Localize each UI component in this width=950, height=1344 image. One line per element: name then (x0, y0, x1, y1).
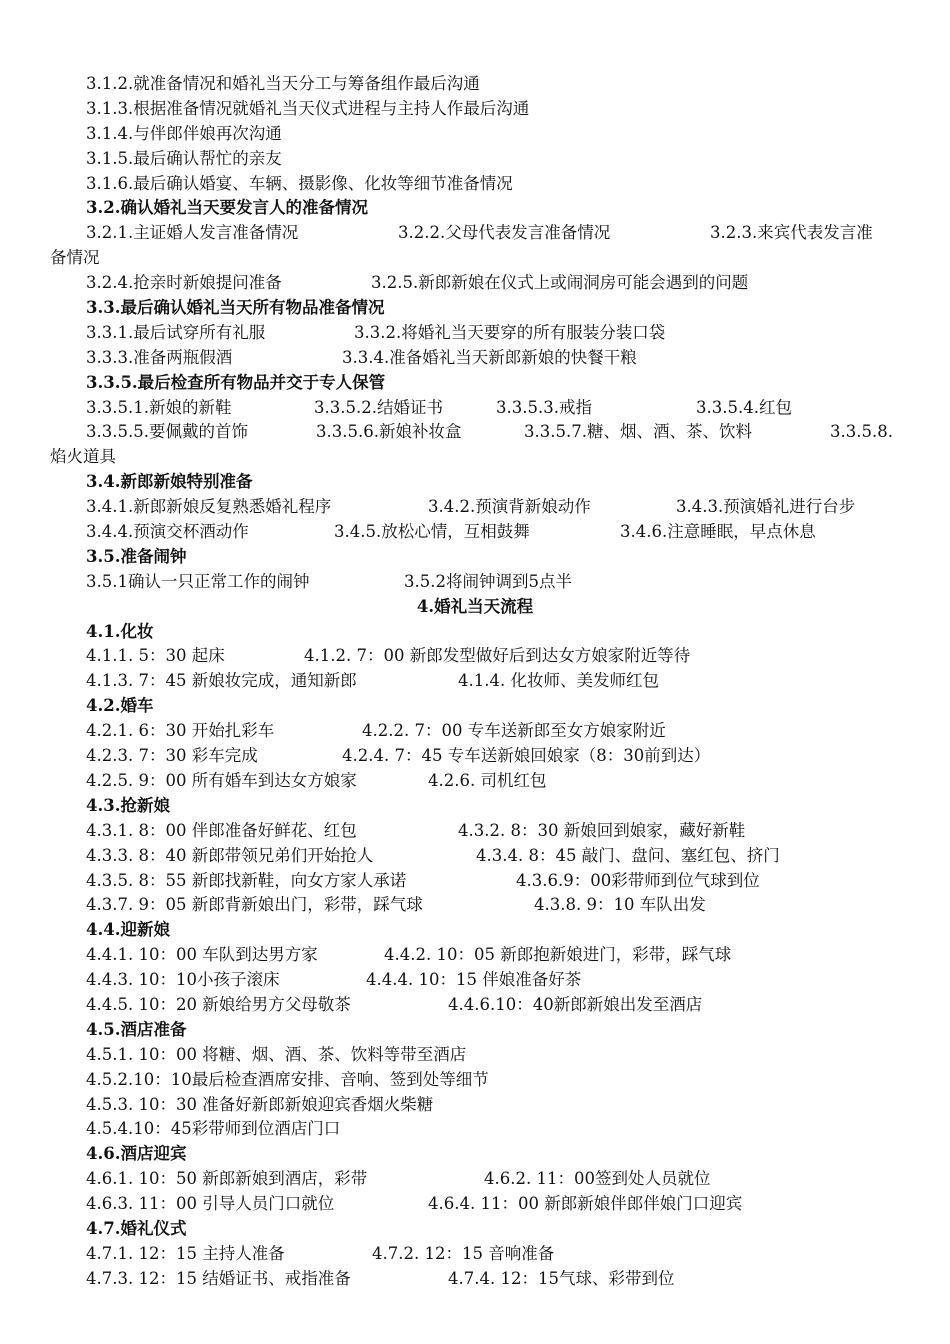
list-item-text: 3.2.1.主证婚人发言准备情况 (86, 223, 299, 243)
list-item-text: 3.3.5.3.戒指 (496, 397, 592, 417)
list-item-text: 焰火道具 (50, 447, 116, 467)
item-row (86, 744, 950, 769)
list-item-text: 4.4.4. 10：15 伴娘准备好茶 (366, 970, 582, 990)
list-item-text: 4.1.2. 7：00 新郎发型做好后到达女方娘家附近等待 (304, 646, 691, 666)
item-row (86, 719, 950, 744)
list-item-text: 3.4.5.放松心情，互相鼓舞 (334, 522, 530, 542)
list-item-text: 4.2.3. 7：30 彩车完成 (86, 746, 258, 766)
list-item-text: 3.5.准备闹钟 (86, 546, 187, 566)
list-item-text: 3.2.4.抢亲时新娘提问准备 (86, 273, 282, 293)
list-item-text: 3.2.3.来宾代表发言准 (710, 223, 873, 243)
item-row (86, 968, 950, 993)
list-item-text: 4.3.7. 9：05 新郎背新娘出门，彩带，踩气球 (86, 895, 423, 915)
list-item-text: 4.2.5. 9：00 所有婚车到达女方娘家 (86, 770, 357, 790)
list-item-text: 3.4.4.预演交杯酒动作 (86, 522, 249, 542)
list-item-text: 4.1.1. 5：30 起床 (86, 646, 225, 666)
list-item-text: 4.2.4. 7：45 专车送新娘回娘家（8：30前到达） (342, 746, 711, 766)
list-item-text: 4.4.3. 10：10小孩子滚床 (86, 970, 280, 990)
list-item-text: 4.4.2. 10：05 新郎抱新娘进门，彩带，踩气球 (384, 945, 732, 965)
list-item-text: 3.1.2.就准备情况和婚礼当天分工与筹备组作最后沟通 (86, 74, 480, 93)
list-item-text: 3.4.3.预演婚礼进行台步 (676, 497, 856, 517)
item-row (86, 221, 950, 246)
list-item-text: 3.3.5.5.要佩戴的首饰 (86, 422, 248, 442)
section-heading (86, 545, 950, 570)
list-item-text: 4.2.婚车 (86, 696, 154, 716)
list-item-text: 3.4.6.注意睡眠，早点休息 (620, 522, 816, 542)
section-heading (86, 196, 950, 221)
list-item-text: 4.1.4. 化妆师、美发师红包 (458, 671, 659, 691)
list-item-text: 4.3.3. 8：40 新郎带领兄弟们开始抢人 (86, 845, 374, 865)
list-item-text: 4.6.2. 11：00签到处人员就位 (484, 1169, 711, 1189)
item-row (86, 570, 950, 595)
list-item-text: 4.3.1. 8：00 伴郎准备好鲜花、红包 (86, 820, 357, 840)
list-item-text: 3.3.5.2.结婚证书 (314, 397, 443, 417)
item-row (86, 993, 950, 1018)
list-item-text: 3.3.5.4.红包 (696, 397, 792, 417)
list-item-text: 4.4.5. 10：20 新娘给男方父母敬茶 (86, 994, 351, 1014)
list-item-text: 3.1.3.根据准备情况就婚礼当天仪式进程与主持人作最后沟通 (86, 98, 530, 118)
list-item-text: 4.7.4. 12：15气球、彩带到位 (448, 1268, 675, 1288)
list-item-text: 4.6.1. 10：50 新郎新娘到酒店，彩带 (86, 1169, 368, 1189)
list-item-text: 4.4.6.10：40新郎新娘出发至酒店 (448, 994, 703, 1014)
list-item-text: 4.7.2. 12：15 音响准备 (372, 1243, 555, 1263)
list-item-text: 3.2.5.新郎新娘在仪式上或闹洞房可能会遇到的问题 (371, 273, 749, 293)
item-row (86, 644, 950, 669)
list-item-text: 4.2.1. 6：30 开始扎彩车 (86, 721, 275, 741)
document-page (0, 72, 950, 1292)
item-row (86, 396, 950, 421)
section-heading (86, 470, 950, 495)
list-item-text: 4.3.抢新娘 (86, 795, 170, 815)
item-row (86, 72, 950, 97)
list-item-text: 3.4.1.新郎新娘反复熟悉婚礼程序 (86, 497, 332, 517)
wrapped-line (50, 445, 950, 470)
list-item-text: 4.2.2. 7：00 专车送新郎至女方娘家附近 (362, 721, 666, 741)
list-item-text: 3.1.6.最后确认婚宴、车辆、摄影像、化妆等细节准备情况 (86, 173, 513, 193)
list-item-text: 4.7.3. 12：15 结婚证书、戒指准备 (86, 1268, 351, 1288)
section-heading (86, 1018, 950, 1043)
wrapped-line (50, 246, 950, 271)
list-item-text: 3.5.1确认一只正常工作的闹钟 (86, 571, 310, 591)
item-row (86, 420, 950, 445)
list-item-text: 4.6.4. 11：00 新郎新娘伴郎伴娘门口迎宾 (428, 1194, 743, 1214)
item-row (86, 172, 950, 197)
item-row (86, 819, 950, 844)
item-row (86, 1068, 950, 1093)
item-row (86, 520, 950, 545)
item-row (86, 943, 950, 968)
list-item-text: 4.3.2. 8：30 新娘回到娘家，藏好新鞋 (458, 820, 746, 840)
list-item-text: 3.3.5.7.糖、烟、酒、茶、饮料 (524, 422, 752, 442)
list-item-text: 3.2.2.父母代表发言准备情况 (398, 223, 611, 243)
item-row (86, 669, 950, 694)
section-heading (86, 296, 950, 321)
item-row (86, 147, 950, 172)
section-heading (86, 1142, 950, 1167)
list-item-text: 4.6.3. 11：00 引导人员门口就位 (86, 1194, 335, 1214)
item-row (86, 122, 950, 147)
list-item-text: 4.6.酒店迎宾 (86, 1144, 187, 1164)
item-row (86, 346, 950, 371)
list-item-text: 4.5.2.10：10最后检查酒席安排、音响、签到处等细节 (86, 1069, 489, 1089)
item-row (86, 495, 950, 520)
list-item-text: 4.5.1. 10：00 将糖、烟、酒、茶、饮料等带至酒店 (86, 1044, 467, 1064)
item-row (86, 844, 950, 869)
section-heading (86, 918, 950, 943)
list-item-text: 4.5.酒店准备 (86, 1019, 187, 1039)
list-item-text: 3.3.2.将婚礼当天要穿的所有服装分装口袋 (354, 322, 666, 342)
item-row (86, 321, 950, 346)
list-item-text: 3.4.新郎新娘特别准备 (86, 472, 253, 492)
list-item-text: 4.1.3. 7：45 新娘妆完成，通知新郎 (86, 671, 357, 691)
item-row (86, 1043, 950, 1068)
list-item-text: 3.3.5.6.新娘补妆盒 (316, 422, 462, 442)
list-item-text: 4.5.4.10：45彩带师到位酒店门口 (86, 1119, 341, 1139)
list-item-text: 4.3.5. 8：55 新郎找新鞋，向女方家人承诺 (86, 870, 407, 890)
list-item-text: 3.3.3.准备两瓶假酒 (86, 347, 233, 367)
list-item-text: 备情况 (50, 248, 100, 268)
section-heading (86, 620, 950, 645)
list-item-text: 4.婚礼当天流程 (416, 596, 534, 616)
section-heading (86, 694, 950, 719)
item-row (86, 271, 950, 296)
item-row (86, 1192, 950, 1217)
list-item-text: 3.3.1.最后试穿所有礼服 (86, 322, 266, 342)
list-item-text: 3.3.5.最后检查所有物品并交于专人保管 (86, 372, 386, 392)
chapter-title (0, 595, 950, 620)
section-heading (86, 1217, 950, 1242)
item-row (86, 1267, 950, 1292)
list-item-text: 3.3.最后确认婚礼当天所有物品准备情况 (86, 298, 385, 318)
list-item-text: 3.2.确认婚礼当天要发言人的准备情况 (86, 198, 368, 218)
list-item-text: 3.4.2.预演背新娘动作 (428, 497, 591, 517)
item-row (86, 1093, 950, 1118)
item-row (86, 893, 950, 918)
list-item-text: 4.4.1. 10：00 车队到达男方家 (86, 945, 318, 965)
list-item-text: 4.3.8. 9：10 车队出发 (534, 895, 706, 915)
item-row (86, 1242, 950, 1267)
item-row (86, 97, 950, 122)
list-item-text: 4.2.6. 司机红包 (428, 770, 547, 790)
list-item-text: 4.4.迎新娘 (86, 920, 170, 940)
list-item-text: 4.5.3. 10：30 准备好新郎新娘迎宾香烟火柴糖 (86, 1094, 434, 1114)
list-item-text: 4.3.6.9：00彩带师到位气球到位 (516, 870, 760, 890)
list-item-text: 3.1.4.与伴郎伴娘再次沟通 (86, 123, 282, 143)
item-row (86, 1117, 950, 1142)
list-item-text: 4.1.化妆 (86, 621, 154, 641)
list-item-text: 4.7.1. 12：15 主持人准备 (86, 1243, 285, 1263)
section-heading (86, 794, 950, 819)
list-item-text: 3.3.5.8. (830, 422, 893, 442)
list-item-text: 3.3.5.1.新娘的新鞋 (86, 397, 232, 417)
list-item-text: 3.5.2将闹钟调到5点半 (404, 571, 572, 591)
list-item-text: 4.3.4. 8：45 敲门、盘问、塞红包、挤门 (476, 845, 780, 865)
item-row (86, 769, 950, 794)
list-item-text: 4.7.婚礼仪式 (86, 1218, 187, 1238)
list-item-text: 3.1.5.最后确认帮忙的亲友 (86, 148, 282, 168)
item-row (86, 869, 950, 894)
list-item-text: 3.3.4.准备婚礼当天新郎新娘的快餐干粮 (342, 347, 637, 367)
section-heading (86, 371, 950, 396)
item-row (86, 1167, 950, 1192)
